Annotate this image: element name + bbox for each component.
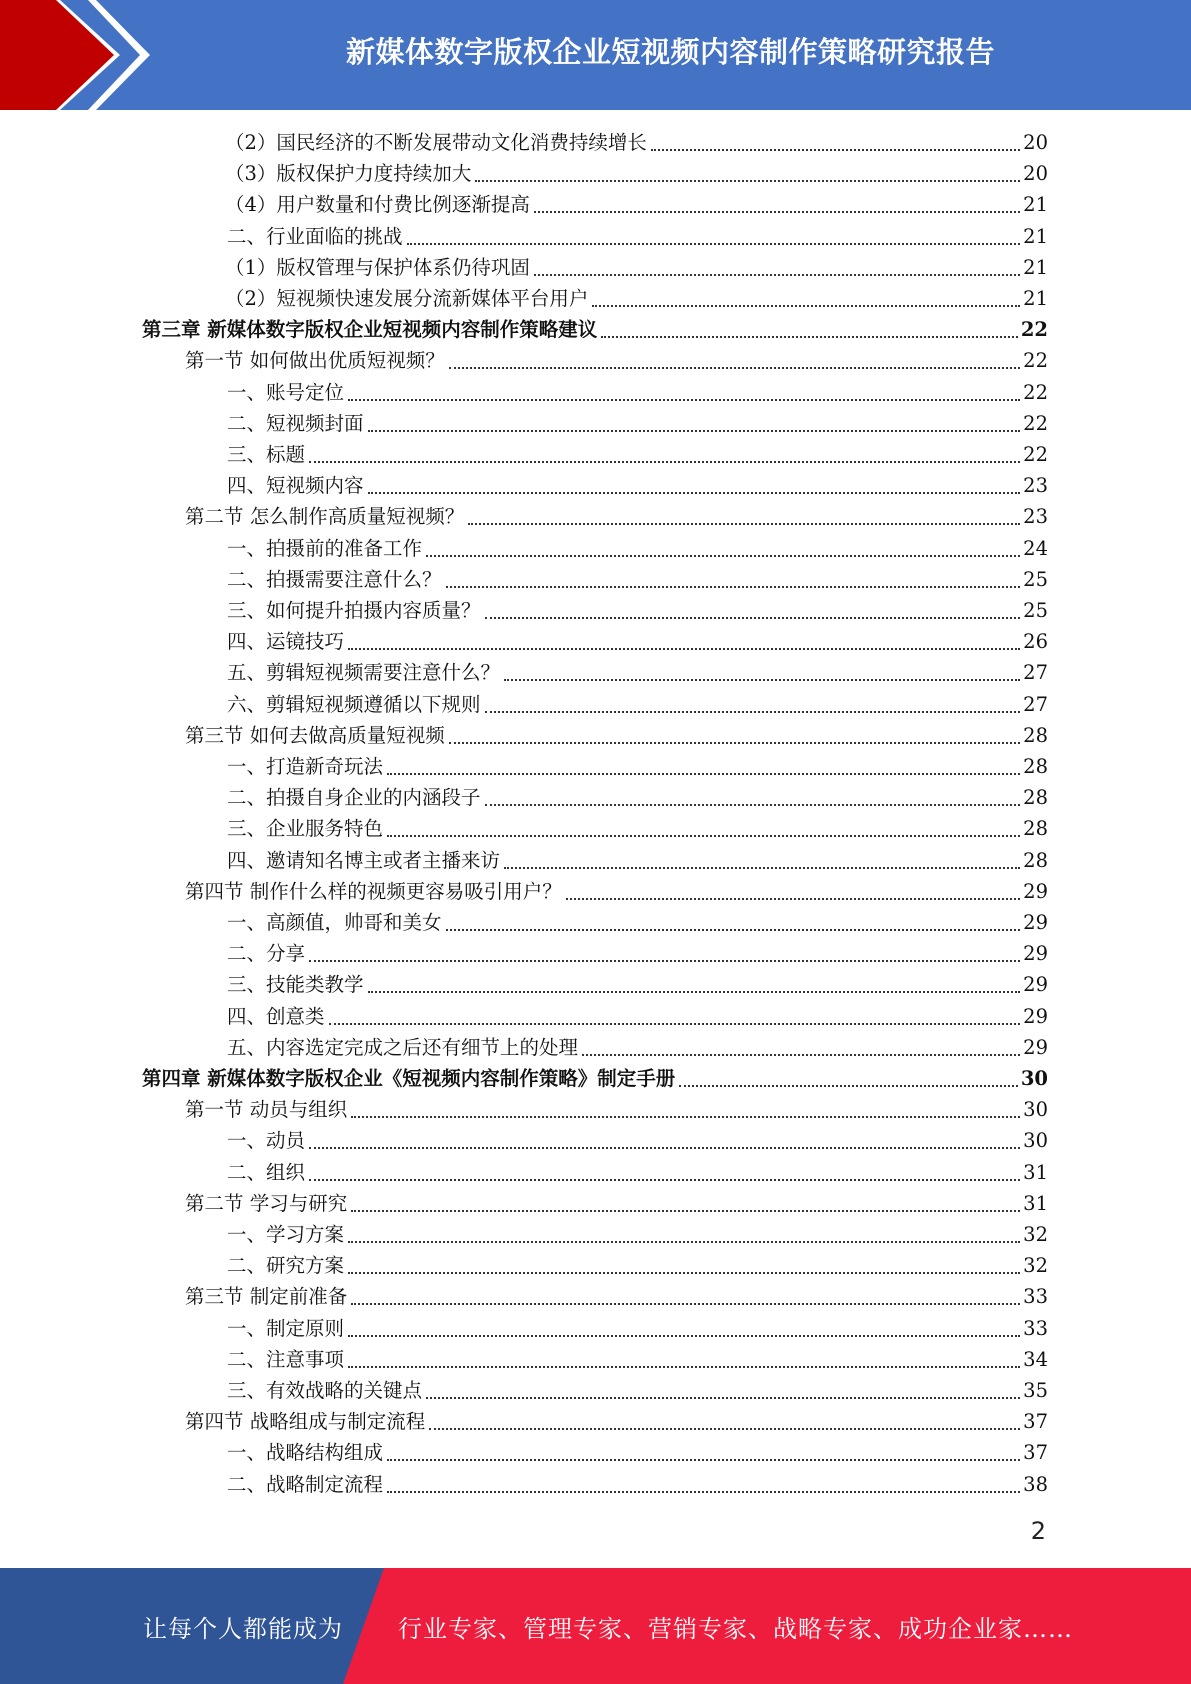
toc-section-entry[interactable] [185, 345, 1048, 376]
toc-entry-page: 29 [1023, 1004, 1048, 1028]
toc-entry-page: 25 [1023, 599, 1048, 622]
toc-entry-page: 27 [1023, 692, 1048, 716]
toc-dot-leader [446, 585, 1021, 588]
toc-subsection-entry[interactable] [227, 1032, 1048, 1063]
page-header [0, 0, 1191, 110]
toc-subsection-entry[interactable] [225, 252, 1048, 283]
toc-entry-title: 二、短视频封面 [227, 411, 364, 435]
toc-dot-leader [351, 1115, 1020, 1118]
toc-entry-page: 29 [1023, 1035, 1048, 1059]
toc-entry-page: 33 [1023, 1316, 1048, 1340]
toc-entry-page: 34 [1023, 1347, 1048, 1371]
toc-entry-page: 30 [1023, 1098, 1048, 1122]
toc-subsection-entry[interactable] [227, 626, 1048, 657]
toc-dot-leader [566, 897, 1020, 900]
toc-dot-leader [446, 928, 1021, 931]
toc-dot-leader [468, 522, 1020, 525]
toc-subsection-entry[interactable] [227, 439, 1048, 470]
toc-section-entry[interactable] [185, 1281, 1048, 1312]
toc-section-entry[interactable] [185, 1094, 1048, 1125]
toc-subsection-entry[interactable] [227, 533, 1048, 564]
toc-subsection-entry[interactable] [227, 1001, 1048, 1032]
toc-entry-title: 二、拍摄需要注意什么？ [227, 567, 442, 591]
toc-entry-page: 22 [1023, 411, 1048, 435]
toc-dot-leader [407, 242, 1021, 245]
toc-subsection-entry[interactable] [227, 1219, 1048, 1250]
toc-entry-page: 22 [1023, 443, 1048, 466]
toc-entry-page: 22 [1023, 349, 1048, 373]
toc-entry-title: 三、如何提升拍摄内容质量？ [227, 599, 481, 622]
toc-entry-title: 一、拍摄前的准备工作 [227, 536, 423, 560]
toc-dot-leader [485, 616, 1021, 619]
toc-section-entry[interactable] [185, 1188, 1048, 1219]
toc-entry-title: 三、技能类教学 [227, 973, 364, 997]
toc-dot-leader [429, 1427, 1020, 1430]
toc-dot-leader [309, 1146, 1020, 1149]
toc-dot-leader [351, 1302, 1020, 1305]
toc-entry-page: 29 [1023, 911, 1048, 934]
toc-entry-title: 五、剪辑短视频需要注意什么？ [227, 661, 501, 685]
toc-entry-page: 28 [1023, 723, 1048, 747]
toc-dot-leader [348, 1240, 1020, 1243]
toc-entry-page: 22 [1023, 380, 1048, 404]
toc-entry-page: 32 [1023, 1254, 1048, 1278]
toc-dot-leader [582, 1053, 1020, 1056]
toc-entry-title: 三、企业服务特色 [227, 817, 384, 841]
toc-entry-title: 第三节 制定前准备 [185, 1285, 348, 1309]
toc-dot-leader [348, 1365, 1020, 1368]
toc-dot-leader [449, 741, 1020, 744]
toc-dot-leader [309, 1178, 1020, 1181]
toc-subsection-entry[interactable] [227, 813, 1048, 844]
toc-dot-leader [426, 1396, 1020, 1399]
toc-subsection-entry[interactable] [225, 283, 1048, 314]
toc-entry-title: 一、账号定位 [227, 380, 345, 404]
toc-entry-title: 一、打造新奇玩法 [227, 755, 384, 778]
toc-entry-page: 29 [1023, 879, 1048, 903]
toc-dot-leader [601, 335, 1018, 338]
toc-dot-leader [348, 398, 1020, 401]
document-title: 新媒体数字版权企业短视频内容制作策略研究报告 [345, 34, 995, 69]
toc-dot-leader [426, 554, 1020, 557]
toc-entry-title: 第四节 制作什么样的视频更容易吸引用户？ [185, 879, 562, 903]
toc-entry-title: 第一节 如何做出优质短视频？ [185, 349, 445, 373]
toc-entry-page: 21 [1023, 287, 1048, 310]
toc-subsection-entry[interactable] [227, 1437, 1048, 1468]
toc-entry-page: 31 [1023, 1160, 1048, 1184]
toc-entry-title: （1）版权管理与保护体系仍待巩固 [225, 255, 530, 279]
toc-entry-page: 28 [1023, 817, 1048, 841]
toc-entry-title: 二、拍摄自身企业的内涵段子 [227, 786, 481, 810]
toc-entry-page: 31 [1023, 1191, 1048, 1215]
toc-entry-title: 第四章 新媒体数字版权企业《短视频内容制作策略》制定手册 [142, 1067, 676, 1090]
toc-entry-page: 27 [1023, 661, 1048, 685]
toc-entry-title: （3）版权保护力度持续加大 [225, 162, 472, 186]
toc-dot-leader [368, 491, 1021, 494]
toc-subsection-entry[interactable] [227, 689, 1048, 720]
toc-entry-title: 一、高颜值，帅哥和美女 [227, 911, 442, 934]
toc-entry-title: 一、制定原则 [227, 1316, 345, 1340]
toc-subsection-entry[interactable] [225, 127, 1048, 158]
toc-entry-title: 一、战略结构组成 [227, 1441, 384, 1465]
toc-subsection-entry[interactable] [227, 221, 1048, 252]
toc-entry-title: 六、剪辑短视频遵循以下规则 [227, 692, 481, 716]
toc-dot-leader [387, 772, 1020, 775]
footer-slogan-left: 让每个人都能成为 [143, 1614, 343, 1643]
toc-entry-page: 23 [1023, 505, 1048, 529]
toc-subsection-entry[interactable] [227, 1250, 1048, 1281]
toc-dot-leader [387, 1490, 1020, 1493]
toc-entry-page: 37 [1023, 1410, 1048, 1434]
toc-dot-leader [387, 834, 1020, 837]
toc-entry-title: 二、战略制定流程 [227, 1472, 384, 1496]
toc-dot-leader [348, 647, 1020, 650]
toc-section-entry[interactable] [185, 501, 1048, 532]
toc-subsection-entry[interactable] [227, 845, 1048, 876]
toc-subsection-entry[interactable] [227, 938, 1048, 969]
toc-dot-leader [534, 273, 1020, 276]
toc-subsection-entry[interactable] [227, 408, 1048, 439]
toc-chapter-entry[interactable] [142, 314, 1048, 345]
toc-entry-title: （2）短视频快速发展分流新媒体平台用户 [225, 287, 589, 310]
toc-entry-title: 第一节 动员与组织 [185, 1098, 348, 1122]
toc-entry-page: 29 [1023, 942, 1048, 966]
toc-entry-page: 28 [1023, 755, 1048, 778]
page-number: 2 [1030, 1517, 1046, 1545]
toc-subsection-entry[interactable] [227, 595, 1048, 626]
toc-entry-page: 20 [1023, 162, 1048, 186]
toc-subsection-entry[interactable] [225, 158, 1048, 189]
toc-dot-leader [348, 1334, 1020, 1337]
toc-entry-title: 四、创意类 [227, 1004, 325, 1028]
toc-entry-page: 23 [1023, 474, 1048, 498]
toc-entry-page: 26 [1023, 630, 1048, 654]
toc-subsection-entry[interactable] [227, 1344, 1048, 1375]
toc-dot-leader [651, 148, 1020, 151]
toc-subsection-entry[interactable] [227, 782, 1048, 813]
toc-subsection-entry[interactable] [227, 470, 1048, 501]
toc-subsection-entry[interactable] [227, 907, 1048, 938]
toc-entry-title: 一、学习方案 [227, 1223, 345, 1246]
toc-entry-page: 21 [1023, 193, 1048, 217]
toc-subsection-entry[interactable] [225, 189, 1048, 220]
toc-dot-leader [309, 959, 1020, 962]
toc-entry-page: 20 [1023, 131, 1048, 154]
toc-entry-title: 四、邀请知名博主或者主播来访 [227, 848, 501, 872]
toc-entry-title: 五、内容选定完成之后还有细节上的处理 [227, 1035, 579, 1059]
toc-entry-page: 25 [1023, 567, 1048, 591]
toc-entry-title: （2）国民经济的不断发展带动文化消费持续增长 [225, 131, 647, 154]
toc-entry-title: 第二节 学习与研究 [185, 1191, 348, 1215]
toc-subsection-entry[interactable] [227, 1375, 1048, 1406]
toc-section-entry[interactable] [185, 1406, 1048, 1437]
page-footer [0, 1568, 1191, 1684]
toc-entry-page: 21 [1023, 255, 1048, 279]
toc-subsection-entry[interactable] [227, 377, 1048, 408]
toc-dot-leader [368, 990, 1021, 993]
toc-entry-page: 22 [1020, 318, 1048, 342]
toc-entry-title: 四、运镜技巧 [227, 630, 345, 654]
toc-entry-title: 第二节 怎么制作高质量短视频？ [185, 505, 465, 529]
toc-dot-leader [504, 866, 1020, 869]
toc-entry-page: 24 [1023, 536, 1048, 560]
toc-entry-page: 29 [1023, 973, 1048, 997]
toc-entry-title: 第四节 战略组成与制定流程 [185, 1410, 426, 1434]
toc-section-entry[interactable] [185, 876, 1048, 907]
toc-entry-title: 四、短视频内容 [227, 474, 364, 498]
toc-dot-leader [449, 366, 1020, 369]
toc-entry-page: 28 [1023, 848, 1048, 872]
toc-chapter-entry[interactable] [142, 1063, 1048, 1094]
toc-subsection-entry[interactable] [227, 1313, 1048, 1344]
toc-subsection-entry[interactable] [227, 657, 1048, 688]
toc-dot-leader [504, 678, 1020, 681]
toc-entry-page: 32 [1023, 1223, 1048, 1246]
toc-subsection-entry[interactable] [227, 751, 1048, 782]
toc-entry-page: 33 [1023, 1285, 1048, 1309]
toc-entry-title: 一、动员 [227, 1129, 306, 1153]
toc-dot-leader [368, 429, 1021, 432]
toc-entry-title: 二、行业面临的挑战 [227, 224, 403, 248]
toc-dot-leader [329, 1022, 1021, 1025]
toc-entry-title: 二、注意事项 [227, 1347, 345, 1371]
toc-subsection-entry[interactable] [227, 1125, 1048, 1156]
toc-entry-title: （4）用户数量和付费比例逐渐提高 [225, 193, 530, 217]
toc-dot-leader [475, 179, 1020, 182]
toc-entry-title: 二、分享 [227, 942, 306, 966]
footer-slogan-right: 行业专家、管理专家、营销专家、战略专家、成功企业家…… [398, 1614, 1073, 1643]
toc-entry-page: 35 [1023, 1379, 1048, 1402]
toc-entry-page: 38 [1023, 1472, 1048, 1496]
toc-dot-leader [351, 1209, 1020, 1212]
toc-entry-title: 三、有效战略的关键点 [227, 1379, 423, 1402]
toc-dot-leader [679, 1084, 1018, 1087]
toc-dot-leader [485, 803, 1021, 806]
toc-entry-title: 二、组织 [227, 1160, 306, 1184]
toc-subsection-entry[interactable] [227, 1157, 1048, 1188]
toc-section-entry[interactable] [185, 720, 1048, 751]
toc-dot-leader [485, 710, 1021, 713]
toc-dot-leader [592, 304, 1020, 307]
toc-entry-title: 二、研究方案 [227, 1254, 345, 1278]
toc-entry-title: 第三节 如何去做高质量短视频 [185, 723, 445, 747]
toc-subsection-entry[interactable] [227, 564, 1048, 595]
toc-dot-leader [387, 1458, 1020, 1461]
toc-entry-page: 30 [1020, 1067, 1048, 1090]
toc-entry-page: 30 [1023, 1129, 1048, 1153]
toc-subsection-entry[interactable] [227, 1469, 1048, 1500]
toc-entry-page: 28 [1023, 786, 1048, 810]
header-chevron-icon [0, 0, 150, 110]
toc-entry-title: 三、标题 [227, 443, 306, 466]
toc-subsection-entry[interactable] [227, 969, 1048, 1000]
toc-dot-leader [534, 210, 1020, 213]
toc-dot-leader [309, 460, 1020, 463]
toc-entry-page: 21 [1023, 224, 1048, 248]
toc-entry-title: 第三章 新媒体数字版权企业短视频内容制作策略建议 [142, 318, 598, 342]
toc-entry-page: 37 [1023, 1441, 1048, 1465]
toc-dot-leader [348, 1271, 1020, 1274]
